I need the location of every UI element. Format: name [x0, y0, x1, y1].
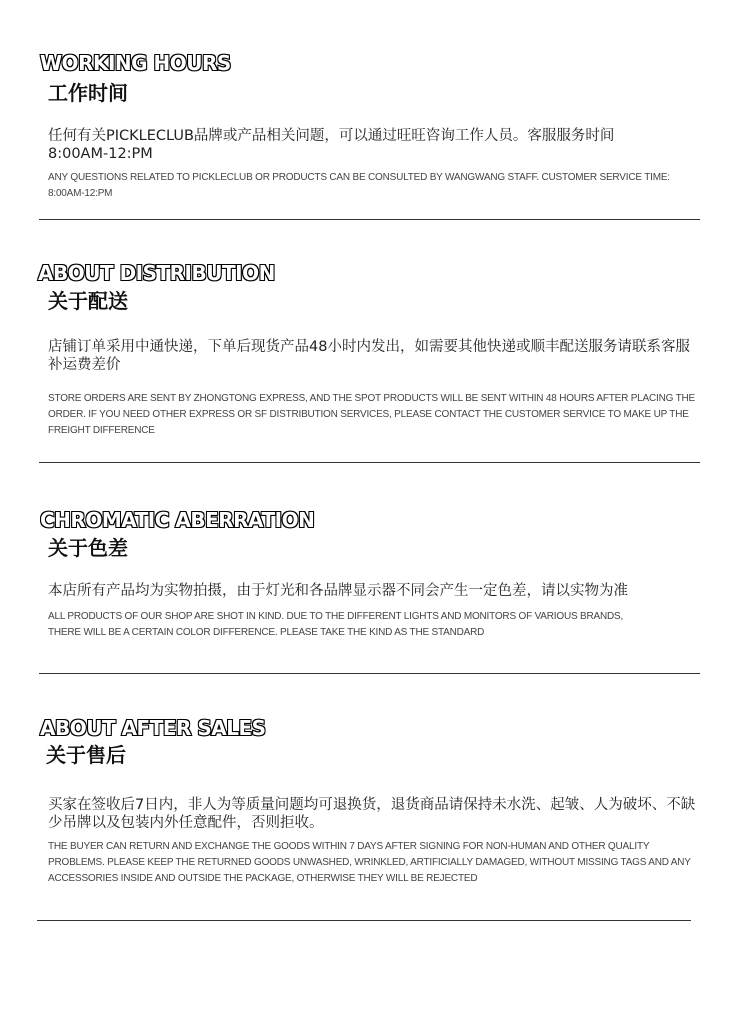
section-heading-en: ABOUT DISTRIBUTION — [38, 261, 275, 285]
section-heading-cn: 关于配送 — [48, 289, 128, 313]
section-divider — [37, 920, 691, 921]
section-divider — [39, 462, 700, 463]
section-body-en: THE BUYER CAN RETURN AND EXCHANGE THE GOODS WITHIN 7 DAYS AFTER SIGNING FOR NON-HUMAN AND OTHER QUALITY PROBLEMS. PLEASE KEEP THE RETURNED GOODS UNWASHED, WRINKLED, ARTIFICIALLY DAMAGED, WITHOUT MISSING TAGS AND ANY ACCESSORIES INSIDE AND OUTSIDE THE PACKAGE, OTHERWISE THEY WILL BE REJECTED — [48, 841, 691, 884]
section-divider — [39, 673, 700, 674]
section-body-cn: 任何有关PICKLECLUB品牌或产品相关问题，可以通过旺旺咨询工作人员。客服服务时间8:00AM-12:PM — [48, 128, 615, 162]
section-heading-cn: 工作时间 — [48, 81, 128, 105]
section-body-en: STORE ORDERS ARE SENT BY ZHONGTONG EXPRESS, AND THE SPOT PRODUCTS WILL BE SENT WITHIN 48 HOURS AFTER PLACING THE ORDER. IF YOU NEED OTHER EXPRESS OR SF DISTRIBUTION SERVICES, PLEASE CONTACT THE CUSTOMER SERVICE TO MAKE UP THE FREIGHT DIFFERENCE — [48, 393, 695, 436]
section-heading-cn: 关于色差 — [48, 536, 128, 560]
section-body-en: ALL PRODUCTS OF OUR SHOP ARE SHOT IN KIND. DUE TO THE DIFFERENT LIGHTS AND MONITORS OF VARIOUS BRANDS, THERE WILL BE A CERTAIN COLOR DIFFERENCE. PLEASE TAKE THE KIND AS THE STANDARD — [48, 611, 624, 638]
section-heading-en: WORKING HOURS — [40, 51, 231, 75]
section-body-cn: 本店所有产品均为实物拍摄，由于灯光和各品牌显示器不同会产生一定色差，请以实物为准 — [48, 583, 628, 599]
section-heading-en: ABOUT AFTER SALES — [40, 716, 266, 740]
section-heading-cn: 关于售后 — [46, 743, 126, 767]
section-body-en: ANY QUESTIONS RELATED TO PICKLECLUB OR PRODUCTS CAN BE CONSULTED BY WANGWANG STAFF. CUSTOMER SERVICE TIME: 8:00AM-12:PM — [48, 172, 670, 199]
section-heading-en: CHROMATIC ABERRATION — [40, 508, 315, 532]
section-body-cn: 买家在签收后7日内，非人为等质量问题均可退换货，退货商品请保持未水洗、起皱、人为破坏、不缺少吊牌以及包装内外任意配件，否则拒收。 — [48, 797, 696, 831]
section-body-cn: 店铺订单采用中通快递，下单后现货产品48小时内发出，如需要其他快递或顺丰配送服务请联系客服补运费差价 — [48, 339, 690, 373]
section-divider — [39, 219, 700, 220]
